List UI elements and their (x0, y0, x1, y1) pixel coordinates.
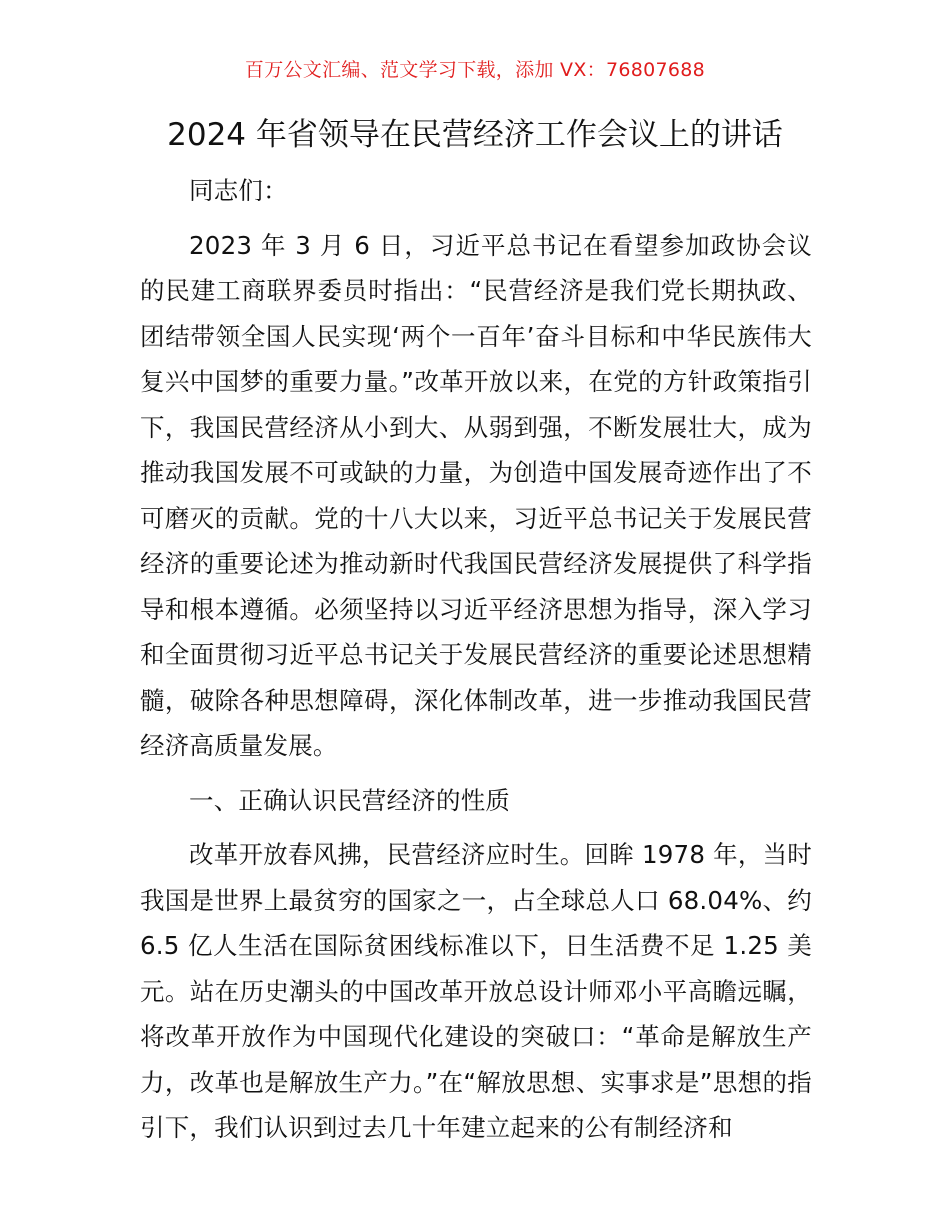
salutation: 同志们： (189, 176, 288, 205)
body-paragraph-intro: 2023 年 3 月 6 日，习近平总书记在看望参加政协会议的民建工商联界委员时指出：“民营经济是我们党长期执政、团结带领全国人民实现‘两个一百年’奋斗目标和中华民族伟大复兴中国梦的重要力量。”改革开放以来，在党的方针政策指引下，我国民营经济从小到大、从弱到强，不断发展壮大，成为推动我国发展不可或缺的力量，为创造中国发展奇迹作出了不可磨灭的贡献。党的十八大以来，习近平总书记关于发展民营经济的重要论述为推动新时代我国民营经济发展提供了科学指导和根本遵循。必须坚持以习近平经济思想为指导，深入学习和全面贯彻习近平总书记关于发展民营经济的重要论述思想精髓，破除各种思想障碍，深化体制改革，进一步推动我国民营经济高质量发展。 (140, 230, 812, 760)
body-paragraph-section-1: 改革开放春风拂，民营经济应时生。回眸 1978 年，当时我国是世界上最贫穷的国家之一，占全球总人口 68.04%、约 6.5 亿人生活在国际贫困线标准以下，日生活费不足 1.25 美元。站在历史潮头的中国改革开放总设计师邓小平高瞻远瞩，将改革开放作为中国现代化建设的突破口：“革命是解放生产力，改革也是解放生产力。”在“解放思想、实事求是”思想的指引下，我们认识到过去几十年建立起来的公有制经济和 (140, 840, 812, 1142)
document-body (140, 168, 812, 1151)
section-heading: 一、正确认识民营经济的性质 (189, 785, 511, 815)
header-banner: 百万公文汇编、范文学习下载，添加 VX：76807688 (244, 59, 706, 81)
document-title: 2024 年省领导在民营经济工作会议上的讲话 (167, 117, 783, 153)
